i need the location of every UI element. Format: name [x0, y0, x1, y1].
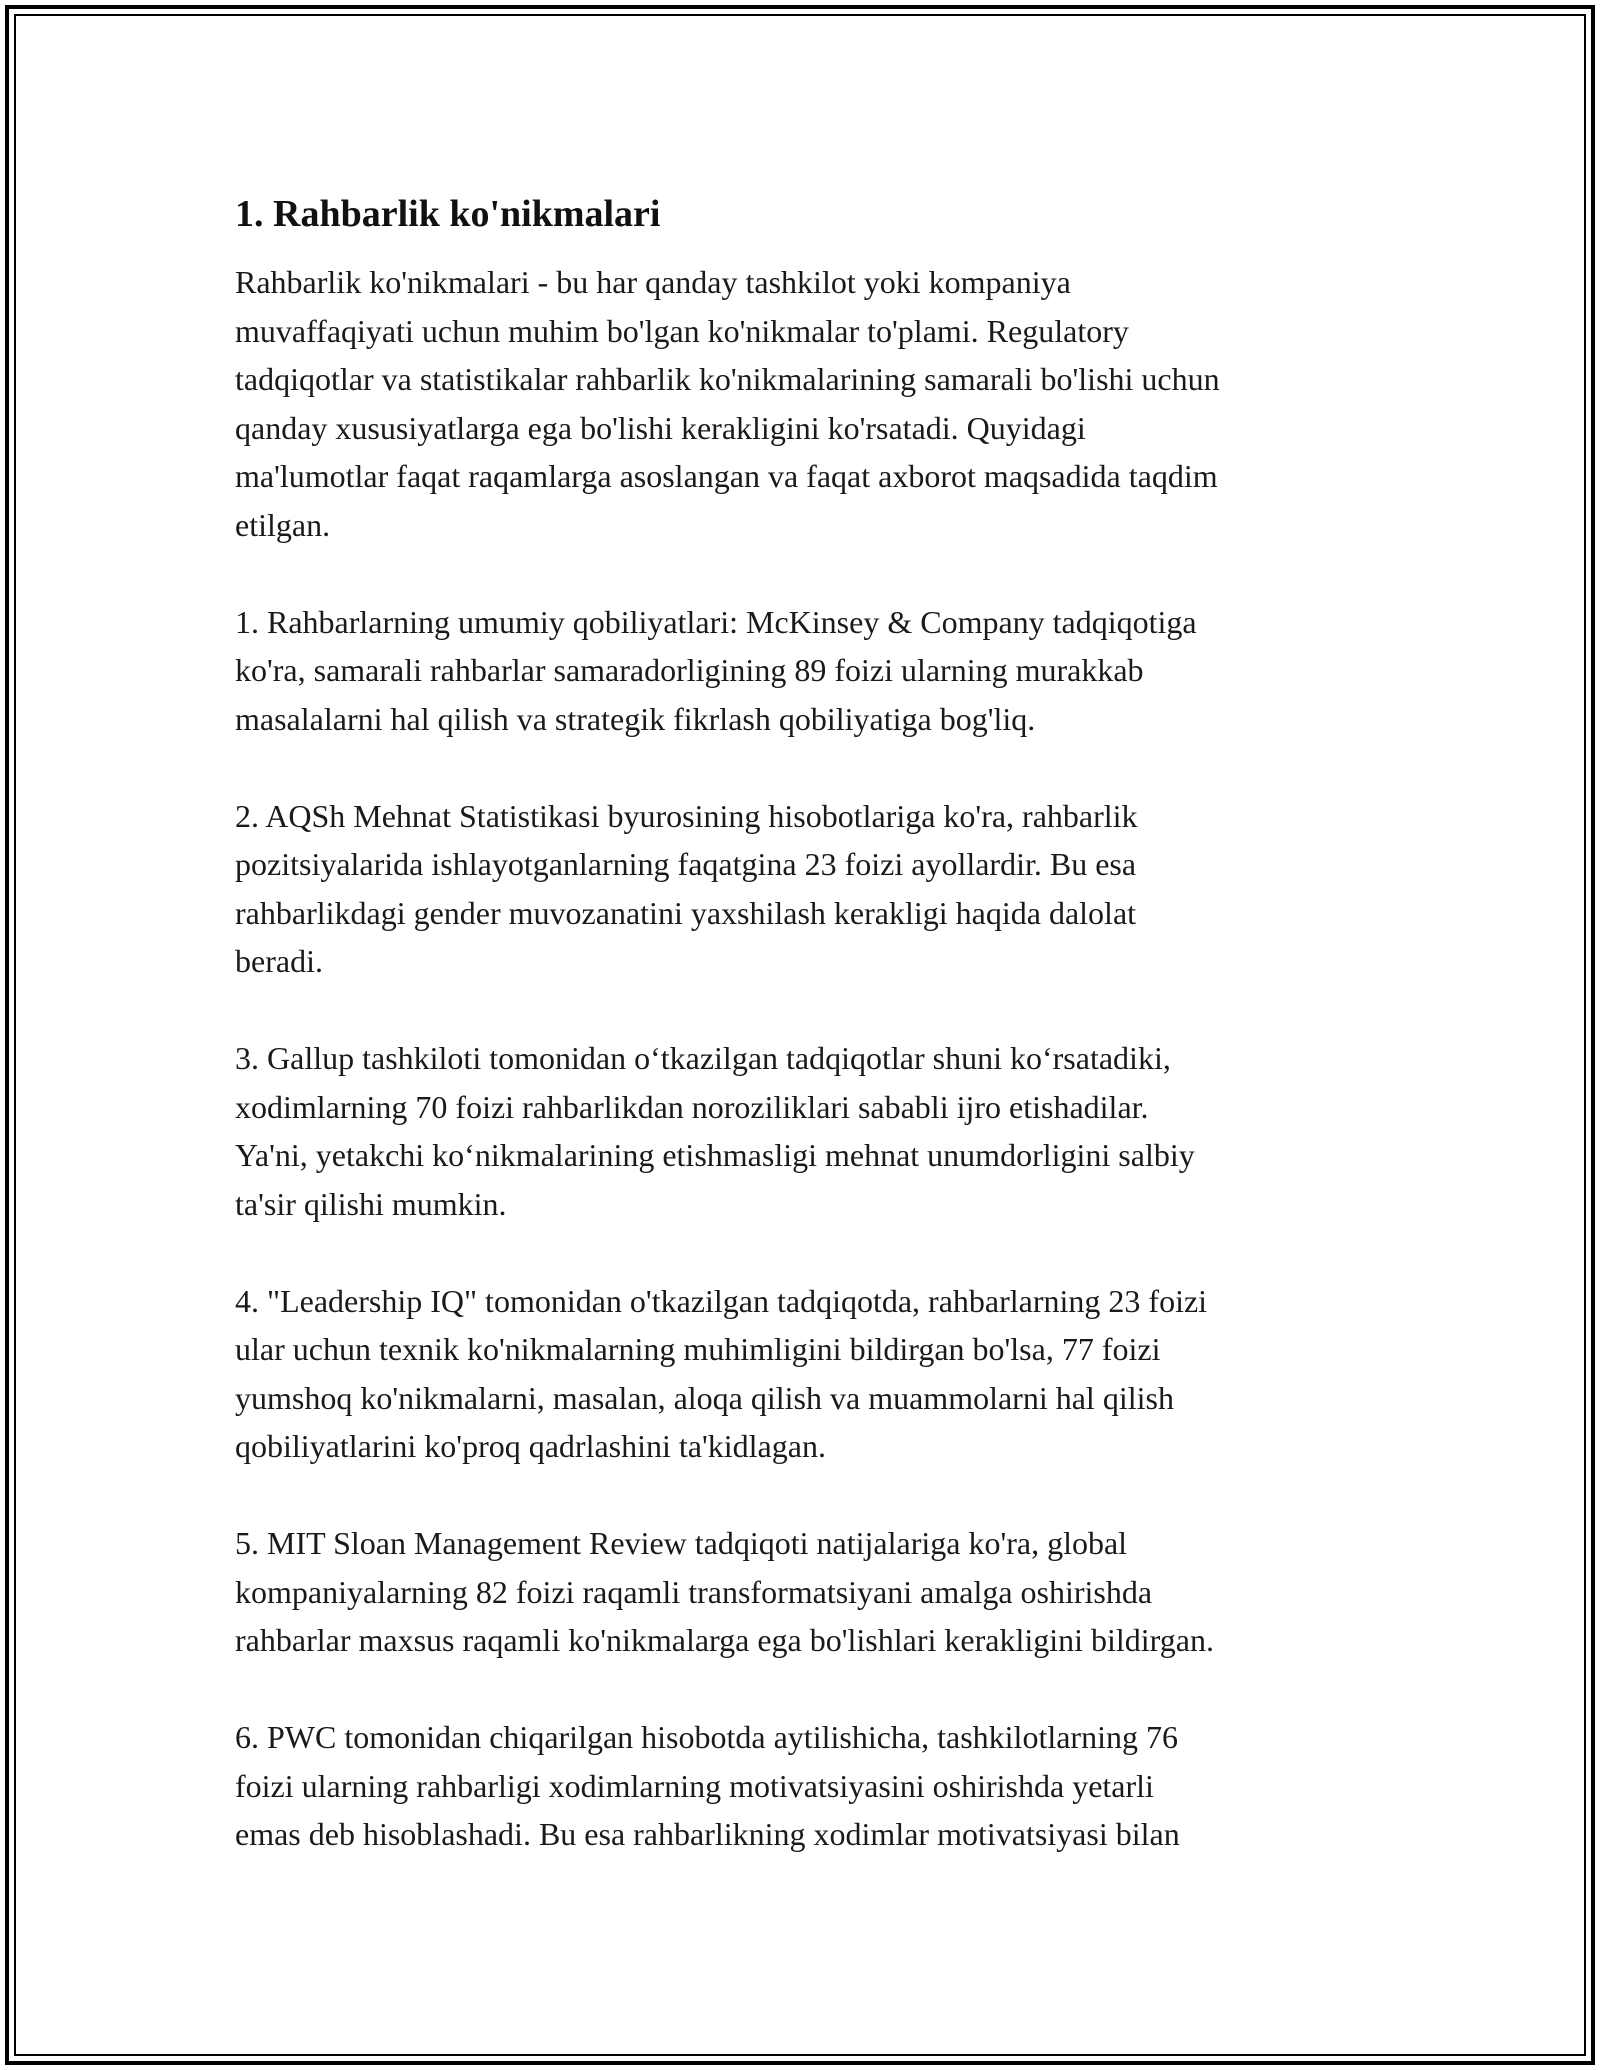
- text-line: ular uchun texnik ko'nikmalarning muhimligini bildirgan bo'lsa, 77 foizi: [235, 1331, 1161, 1367]
- paragraph: [235, 258, 1375, 549]
- paragraph-list: [235, 258, 1375, 1859]
- text-line: qobiliyatlarini ko'proq qadrlashini ta'kidlagan.: [235, 1428, 826, 1464]
- text-line: pozitsiyalarida ishlayotganlarning faqatgina 23 foizi ayollardir. Bu esa: [235, 846, 1137, 882]
- text-line: emas deb hisoblashadi. Bu esa rahbarlikning xodimlar motivatsiyasi bilan: [235, 1816, 1180, 1852]
- text-line: yumshoq ko'nikmalarni, masalan, aloqa qilish va muammolarni hal qilish: [235, 1379, 1174, 1416]
- text-line: 3. Gallup tashkiloti tomonidan o‘tkazilgan tadqiqotlar shuni ko‘rsatadiki,: [235, 1040, 1171, 1076]
- text-line: tadqiqotlar va statistikalar rahbarlik ko'nikmalarining samarali bo'lishi uchun: [235, 361, 1220, 397]
- text-line: masalalarni hal qilish va strategik fikrlash qobiliyatiga bog'liq.: [235, 700, 1036, 737]
- text-line: ta'sir qilishi mumkin.: [235, 1185, 507, 1222]
- text-line: Ya'ni, yetakchi ko‘nikmalarining etishmasligi mehnat unumdorligini salbiy: [235, 1137, 1195, 1173]
- text-line: etilgan.: [235, 506, 331, 543]
- text-line: 6. PWC tomonidan chiqarilgan hisobotda aytilishicha, tashkilotlarning 76: [235, 1719, 1178, 1755]
- text-line: 5. MIT Sloan Management Review tadqiqoti natijalariga ko'ra, global: [235, 1525, 1128, 1561]
- text-line: muvaffaqiyati uchun muhim bo'lgan ko'nikmalar to'plami. Regulatory: [235, 312, 1129, 349]
- paragraph: [235, 1277, 1375, 1471]
- text-line: 2. AQSh Mehnat Statistikasi byurosining hisobotlariga ko'ra, rahbarlik: [235, 797, 1138, 834]
- text-line: 4. "Leadership IQ" tomonidan o'tkazilgan tadqiqotda, rahbarlarning 23 foizi: [235, 1282, 1208, 1319]
- text-line: qanday xususiyatlarga ega bo'lishi kerakligini ko'rsatadi. Quyidagi: [235, 409, 1086, 446]
- paragraph: [235, 1034, 1375, 1228]
- text-line: ma'lumotlar faqat raqamlarga asoslangan va faqat axborot maqsadida taqdim: [235, 458, 1218, 494]
- text-line: rahbarlikdagi gender muvozanatini yaxshilash kerakligi haqida dalolat: [235, 894, 1137, 931]
- text-line: Rahbarlik ko'nikmalari - bu har qanday tashkilot yoki kompaniya: [235, 264, 1071, 300]
- section-title: 1. Rahbarlik ko'nikmalari: [235, 193, 661, 235]
- text-line: ko'ra, samarali rahbarlar samaradorligining 89 foizi ularning murakkab: [235, 652, 1144, 688]
- text-line: kompaniyalarning 82 foizi raqamli transformatsiyani amalga oshirishda: [235, 1573, 1153, 1610]
- text-line: beradi.: [235, 943, 323, 979]
- text-line: foizi ularning rahbarligi xodimlarning motivatsiyasini oshirishda yetarli: [235, 1767, 1154, 1804]
- paragraph: [235, 1519, 1375, 1665]
- text-line: xodimlarning 70 foizi rahbarlikdan noroziliklari sababli ijro etishadilar.: [235, 1088, 1149, 1125]
- paragraph: [235, 792, 1375, 986]
- text-line: 1. Rahbarlarning umumiy qobiliyatlari: McKinsey & Company tadqiqotiga: [235, 603, 1197, 640]
- text-line: rahbarlar maxsus raqamli ko'nikmalarga ega bo'lishlari kerakligini bildirgan.: [235, 1622, 1214, 1658]
- paragraph: [235, 598, 1375, 744]
- document-body: [235, 186, 1375, 1907]
- paragraph: [235, 1713, 1375, 1859]
